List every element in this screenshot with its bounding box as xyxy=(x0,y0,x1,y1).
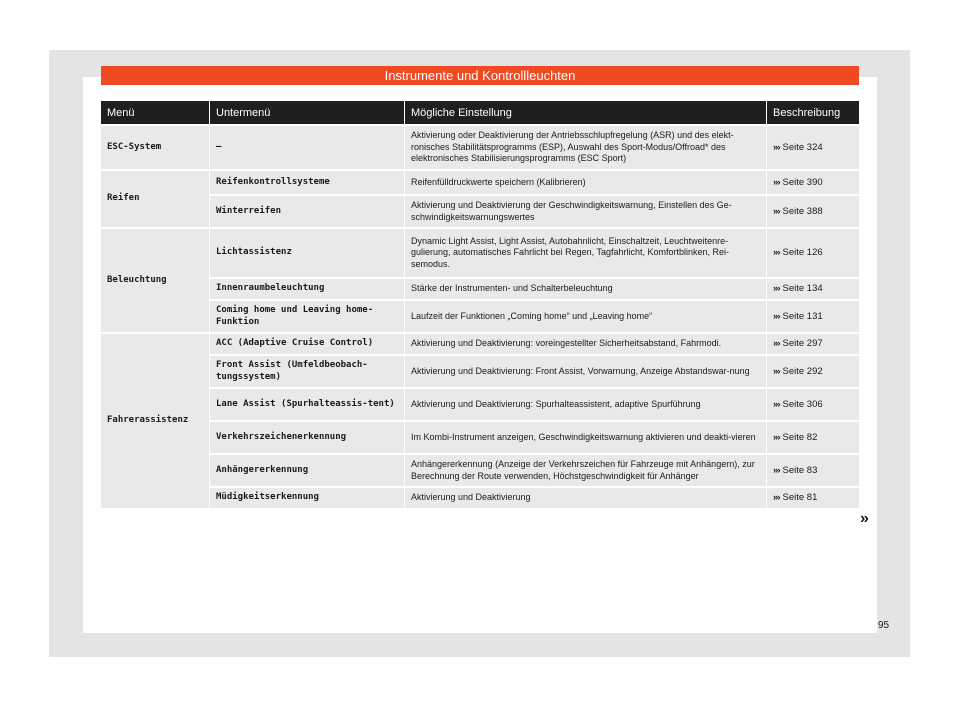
table-row xyxy=(101,196,859,227)
submenu-cell: Front Assist (Umfeldbeobach-tungssystem) xyxy=(210,356,405,387)
page-reference-link[interactable]: Seite 306 xyxy=(782,398,823,410)
page-reference-cell xyxy=(767,422,859,453)
page-reference-link[interactable]: Seite 292 xyxy=(782,365,823,377)
page-reference-cell xyxy=(767,334,859,354)
table-row xyxy=(101,171,859,194)
page-reference-cell xyxy=(767,171,859,194)
reference-arrow-icon: ››› xyxy=(773,464,780,476)
section-header: Instrumente und Kontrollleuchten xyxy=(101,66,859,85)
table-row xyxy=(101,455,859,486)
menu-cell: Beleuchtung xyxy=(101,229,210,332)
setting-cell: Dynamic Light Assist, Light Assist, Autobahnlicht, Einschaltzeit, Leuchtweitenre-gulierung, automatisches Fahrlicht bei Regen, Tagfahrlicht, Komfortblinken, Rei-semodus. xyxy=(405,229,767,277)
reference-arrow-icon: ››› xyxy=(773,338,780,350)
reference-arrow-icon: ››› xyxy=(773,492,780,504)
page-reference-link[interactable]: Seite 82 xyxy=(782,431,818,443)
page-reference-cell xyxy=(767,389,859,420)
submenu-cell: – xyxy=(210,126,405,169)
page-reference-link[interactable]: Seite 81 xyxy=(782,492,818,504)
page-reference-cell xyxy=(767,301,859,332)
table-row xyxy=(101,126,859,169)
settings-table xyxy=(101,99,859,510)
page-reference-link[interactable]: Seite 83 xyxy=(782,464,818,476)
page-reference-link[interactable]: Seite 388 xyxy=(782,205,823,217)
page-reference-cell xyxy=(767,229,859,277)
table-row xyxy=(101,422,859,453)
setting-cell: Anhängererkennung (Anzeige der Verkehrszeichen für Fahrzeuge mit Anhängern), zur Berechnung der Route verwenden, Höchstgeschwindigkeit für Anhänger xyxy=(405,455,767,486)
setting-cell: Aktivierung oder Deaktivierung der Antriebsschlupfregelung (ASR) und des elekt-ronisches Stabilitätsprogramms (ESP), Auswahl des Sport-Modus/Offroad* des elektronisches Stabilisierungsprogramms (ESC Sport) xyxy=(405,126,767,169)
setting-cell: Aktivierung und Deaktivierung: Front Assist, Vorwarnung, Anzeige Abstandswar-nung xyxy=(405,356,767,387)
submenu-cell: Anhängererkennung xyxy=(210,455,405,486)
setting-cell: Reifenfülldruckwerte speichern (Kalibrieren) xyxy=(405,171,767,194)
menu-cell: Fahrerassistenz xyxy=(101,334,210,508)
table-row xyxy=(101,334,859,354)
table-row xyxy=(101,389,859,420)
menu-cell: ESC-System xyxy=(101,126,210,169)
reference-arrow-icon: ››› xyxy=(773,398,780,410)
table-row xyxy=(101,488,859,508)
reference-arrow-icon: ››› xyxy=(773,205,780,217)
column-header-setting: Mögliche Einstellung xyxy=(405,101,767,124)
page-reference-link[interactable]: Seite 134 xyxy=(782,283,823,295)
setting-cell: Aktivierung und Deaktivierung: Spurhalteassistent, adaptive Spurführung xyxy=(405,389,767,420)
table-row xyxy=(101,279,859,299)
submenu-cell: Verkehrszeichenerkennung xyxy=(210,422,405,453)
page-reference-link[interactable]: Seite 131 xyxy=(782,310,823,322)
table-row xyxy=(101,301,859,332)
column-header-submenu: Untermenü xyxy=(210,101,405,124)
submenu-cell: Müdigkeitserkennung xyxy=(210,488,405,508)
reference-arrow-icon: ››› xyxy=(773,310,780,322)
column-header-description: Beschreibung xyxy=(767,101,859,124)
reference-arrow-icon: ››› xyxy=(773,365,780,377)
page-reference-cell xyxy=(767,455,859,486)
reference-arrow-icon: ››› xyxy=(773,176,780,188)
submenu-cell: Innenraumbeleuchtung xyxy=(210,279,405,299)
page-reference-cell xyxy=(767,488,859,508)
table-row xyxy=(101,356,859,387)
reference-arrow-icon: ››› xyxy=(773,283,780,295)
page-reference-link[interactable]: Seite 390 xyxy=(782,176,823,188)
page-reference-cell xyxy=(767,356,859,387)
setting-cell: Aktivierung und Deaktivierung xyxy=(405,488,767,508)
page-reference-cell xyxy=(767,196,859,227)
reference-arrow-icon: ››› xyxy=(773,247,780,259)
submenu-cell: Lichtassistenz xyxy=(210,229,405,277)
setting-cell: Im Kombi-Instrument anzeigen, Geschwindigkeitswarnung aktivieren und deakti-vieren xyxy=(405,422,767,453)
page-reference-cell xyxy=(767,126,859,169)
setting-cell: Stärke der Instrumenten- und Schalterbeleuchtung xyxy=(405,279,767,299)
submenu-cell: Reifenkontrollsysteme xyxy=(210,171,405,194)
continue-marker: » xyxy=(860,510,869,527)
table-row xyxy=(101,229,859,277)
setting-cell: Aktivierung und Deaktivierung: voreingestellter Sicherheitsabstand, Fahrmodi. xyxy=(405,334,767,354)
column-header-menu: Menü xyxy=(101,101,210,124)
table-header-row xyxy=(101,101,859,124)
setting-cell: Laufzeit der Funktionen „Coming home“ und „Leaving home“ xyxy=(405,301,767,332)
submenu-cell: Winterreifen xyxy=(210,196,405,227)
submenu-cell: Lane Assist (Spurhalteassis-tent) xyxy=(210,389,405,420)
page-reference-link[interactable]: Seite 297 xyxy=(782,338,823,350)
menu-cell: Reifen xyxy=(101,171,210,227)
submenu-cell: ACC (Adaptive Cruise Control) xyxy=(210,334,405,354)
page-reference-link[interactable]: Seite 126 xyxy=(782,247,823,259)
setting-cell: Aktivierung und Deaktivierung der Geschwindigkeitswarnung, Einstellen des Ge-schwindigkeitswarnungswertes xyxy=(405,196,767,227)
page-reference-link[interactable]: Seite 324 xyxy=(782,141,823,153)
reference-arrow-icon: ››› xyxy=(773,431,780,443)
submenu-cell: Coming home und Leaving home-Funktion xyxy=(210,301,405,332)
page-reference-cell xyxy=(767,279,859,299)
reference-arrow-icon: ››› xyxy=(773,141,780,153)
page-number: 95 xyxy=(878,620,890,631)
